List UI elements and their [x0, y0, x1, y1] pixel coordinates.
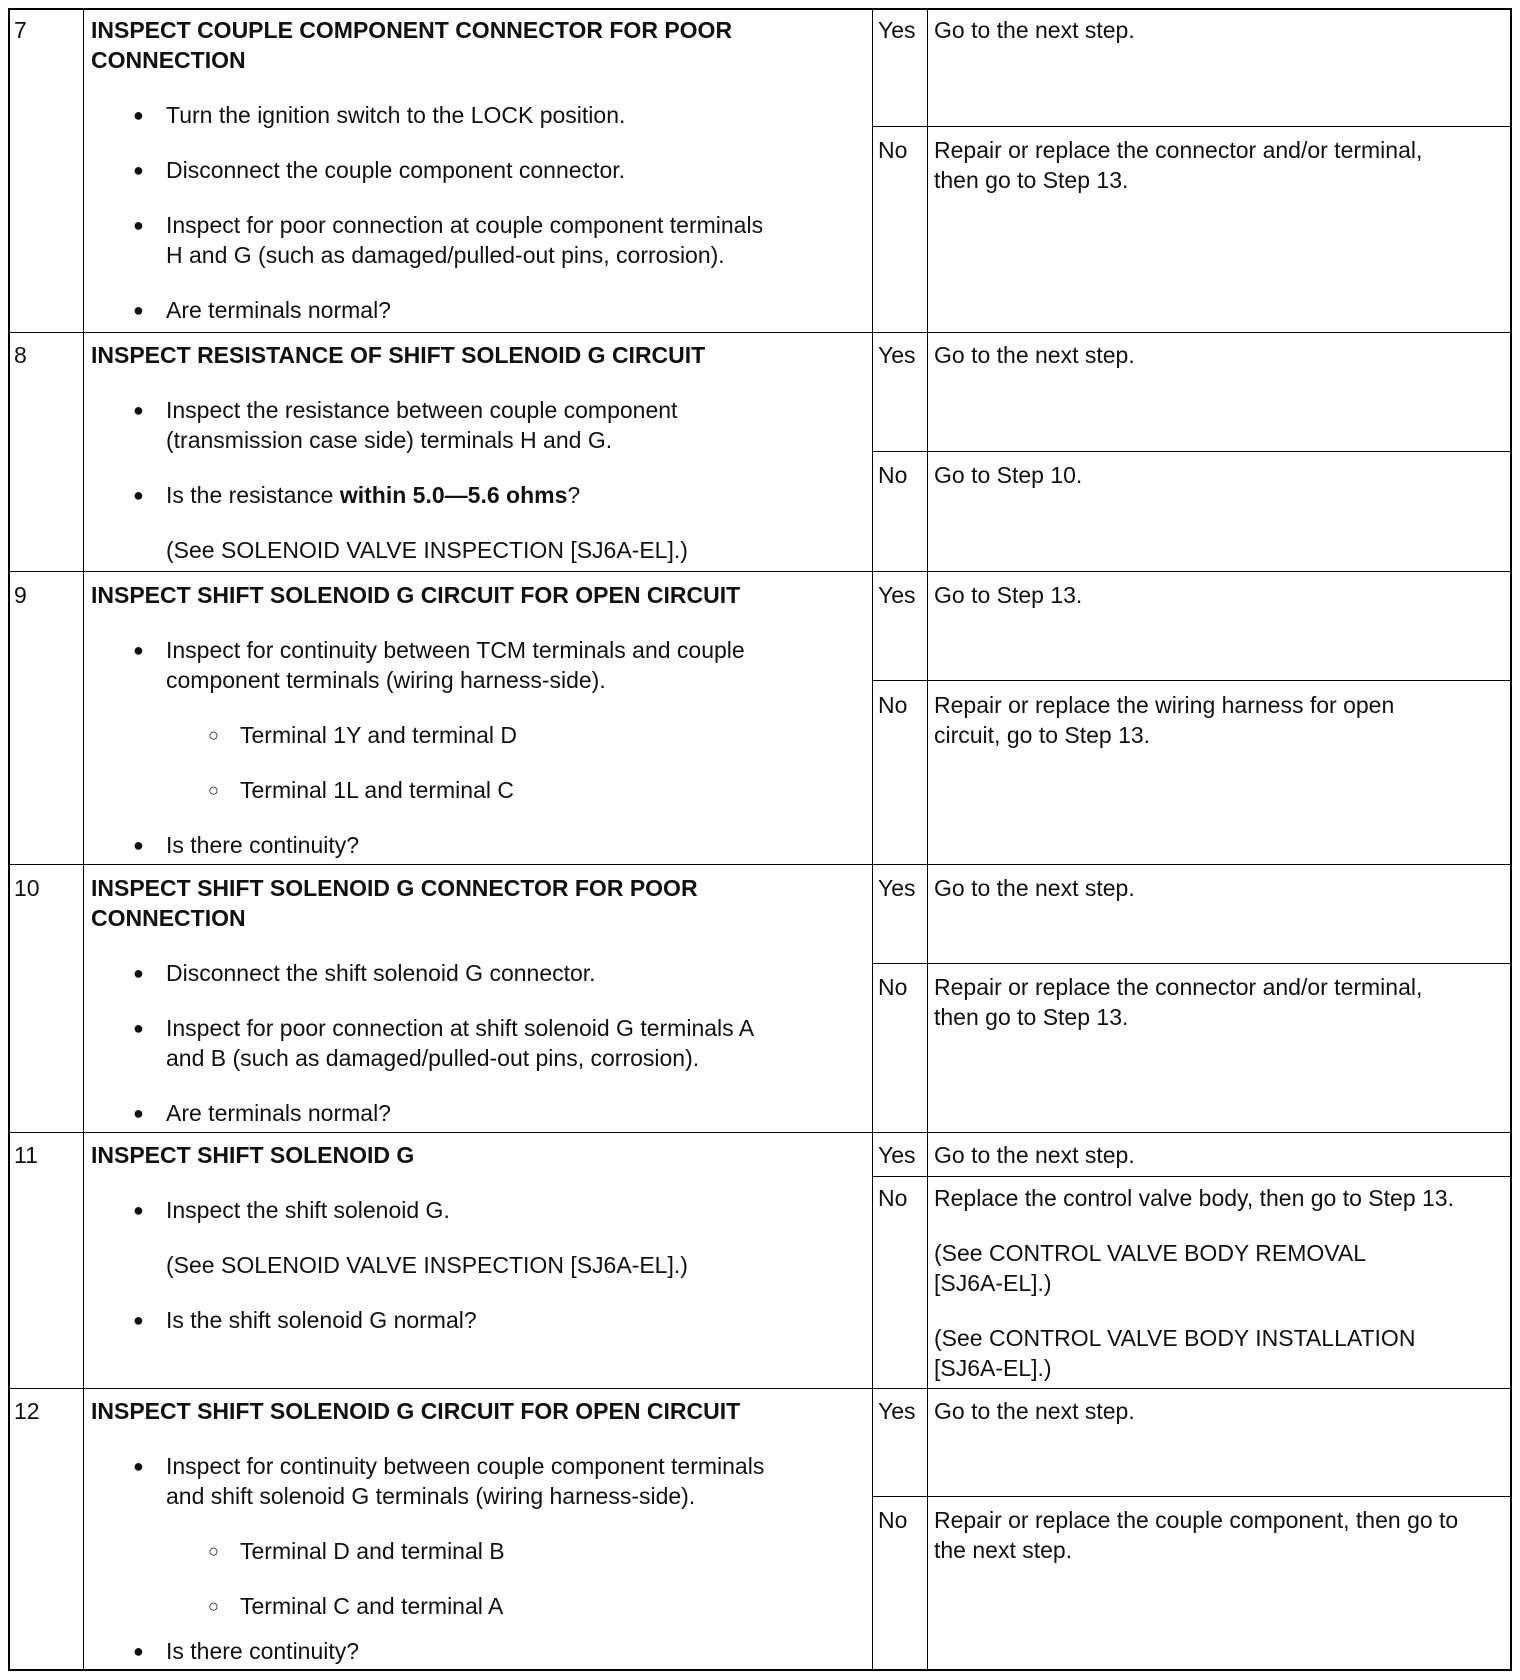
no-label: No [878, 137, 908, 163]
no-action: Replace the control valve body, then go to Step 13. [934, 1185, 1454, 1211]
row-divider [10, 332, 1510, 333]
step-title: INSPECT SHIFT SOLENOID G [91, 1142, 415, 1168]
question: Are terminals normal? [166, 297, 391, 323]
no-label: No [878, 1507, 908, 1533]
yes-action: Go to the next step. [934, 875, 1135, 901]
instruction: Inspect for poor connection at couple component terminals [166, 212, 764, 238]
reference: (See CONTROL VALVE BODY REMOVAL [934, 1240, 1367, 1266]
instruction: and shift solenoid G terminals (wiring harness-side). [166, 1483, 696, 1509]
sub-item: Terminal C and terminal A [240, 1593, 504, 1619]
no-label: No [878, 974, 908, 1000]
no-action: Repair or replace the wiring harness for open [934, 692, 1395, 718]
reference: [SJ6A-EL].) [934, 1355, 1052, 1381]
yes-no-divider [872, 451, 1510, 452]
sub-item: Terminal 1Y and terminal D [240, 722, 517, 748]
instruction: Disconnect the shift solenoid G connector. [166, 960, 596, 986]
row-divider [10, 571, 1510, 572]
column-divider [927, 10, 928, 1669]
question: Are terminals normal? [166, 1100, 391, 1126]
instruction: Disconnect the couple component connector. [166, 157, 626, 183]
instruction: Turn the ignition switch to the LOCK position. [166, 102, 626, 128]
yes-action: Go to the next step. [934, 342, 1135, 368]
no-label: No [878, 462, 908, 488]
instruction: and B (such as damaged/pulled-out pins, corrosion). [166, 1045, 700, 1071]
sub-bullet: ○ [208, 1541, 219, 1561]
reference: [SJ6A-EL].) [934, 1270, 1052, 1296]
instruction: Inspect the resistance between couple component [166, 397, 678, 423]
yes-label: Yes [878, 17, 916, 43]
sub-bullet: ○ [208, 725, 219, 745]
step-title: INSPECT SHIFT SOLENOID G CIRCUIT FOR OPEN CIRCUIT [91, 1398, 741, 1424]
step-title: INSPECT SHIFT SOLENOID G CIRCUIT FOR OPEN CIRCUIT [91, 582, 741, 608]
instruction: (transmission case side) terminals H and G. [166, 427, 613, 453]
question-text: ? [567, 482, 581, 508]
no-action: Repair or replace the connector and/or terminal, [934, 137, 1423, 163]
yes-action: Go to the next step. [934, 1398, 1135, 1424]
bullet: ● [133, 215, 144, 235]
bullet: ● [133, 1103, 144, 1123]
step-number: 10 [14, 875, 40, 901]
column-divider [83, 10, 84, 1669]
step-number: 11 [14, 1142, 38, 1168]
bullet: ● [133, 485, 144, 505]
instruction: Inspect for poor connection at shift solenoid G terminals A [166, 1015, 755, 1041]
no-action: the next step. [934, 1537, 1073, 1563]
step-title: CONNECTION [91, 47, 246, 73]
question-text: Is the resistance [166, 482, 340, 508]
bullet: ● [133, 300, 144, 320]
reference: (See CONTROL VALVE BODY INSTALLATION [934, 1325, 1416, 1351]
yes-label: Yes [878, 582, 916, 608]
yes-label: Yes [878, 875, 916, 901]
yes-label: Yes [878, 1398, 916, 1424]
yes-no-divider [872, 1176, 1510, 1177]
bullet: ● [133, 1018, 144, 1038]
row-divider [10, 864, 1510, 865]
step-title: CONNECTION [91, 905, 246, 931]
instruction: component terminals (wiring harness-side). [166, 667, 606, 693]
sub-item: Terminal D and terminal B [240, 1538, 505, 1564]
no-action: Repair or replace the connector and/or terminal, [934, 974, 1423, 1000]
question: Is there continuity? [166, 832, 360, 858]
question [166, 480, 580, 510]
step-title: INSPECT COUPLE COMPONENT CONNECTOR FOR POOR [91, 17, 733, 43]
yes-no-divider [872, 1496, 1510, 1497]
step-number: 12 [14, 1398, 40, 1424]
bullet: ● [133, 1456, 144, 1476]
instruction: Inspect the shift solenoid G. [166, 1197, 450, 1223]
sub-item: Terminal 1L and terminal C [240, 777, 514, 803]
bullet: ● [133, 1200, 144, 1220]
step-number: 9 [14, 582, 27, 608]
instruction: Inspect for continuity between couple component terminals [166, 1453, 765, 1479]
yes-no-divider [872, 963, 1510, 964]
bullet: ● [133, 1310, 144, 1330]
yes-action: Go to the next step. [934, 17, 1135, 43]
no-action: then go to Step 13. [934, 167, 1129, 193]
bullet: ● [133, 105, 144, 125]
no-action: Repair or replace the couple component, then go to [934, 1507, 1459, 1533]
bullet: ● [133, 160, 144, 180]
step-number: 8 [14, 342, 27, 368]
no-label: No [878, 692, 908, 718]
yes-label: Yes [878, 1142, 916, 1168]
no-action: circuit, go to Step 13. [934, 722, 1151, 748]
bullet: ● [133, 400, 144, 420]
yes-action: Go to Step 13. [934, 582, 1083, 608]
question: Is there continuity? [166, 1638, 360, 1664]
yes-no-divider [872, 126, 1510, 127]
spec-value: within 5.0—5.6 ohms [339, 482, 568, 508]
sub-bullet: ○ [208, 780, 219, 800]
row-divider [10, 1132, 1510, 1133]
no-action: then go to Step 13. [934, 1004, 1129, 1030]
bullet: ● [133, 835, 144, 855]
step-number: 7 [14, 17, 27, 43]
yes-label: Yes [878, 342, 916, 368]
question: Is the shift solenoid G normal? [166, 1307, 477, 1333]
reference: (See SOLENOID VALVE INSPECTION [SJ6A-EL].) [166, 537, 688, 563]
yes-no-divider [872, 680, 1510, 681]
bullet: ● [133, 1641, 144, 1661]
step-title: INSPECT RESISTANCE OF SHIFT SOLENOID G CIRCUIT [91, 342, 706, 368]
column-divider [872, 10, 873, 1669]
reference: (See SOLENOID VALVE INSPECTION [SJ6A-EL].) [166, 1252, 688, 1278]
no-label: No [878, 1185, 908, 1211]
diagnostic-procedure-table [8, 8, 1512, 1671]
bullet: ● [133, 640, 144, 660]
instruction: Inspect for continuity between TCM terminals and couple [166, 637, 745, 663]
step-title: INSPECT SHIFT SOLENOID G CONNECTOR FOR POOR [91, 875, 698, 901]
sub-bullet: ○ [208, 1596, 219, 1616]
row-divider [10, 1388, 1510, 1389]
bullet: ● [133, 963, 144, 983]
yes-action: Go to the next step. [934, 1142, 1135, 1168]
instruction: H and G (such as damaged/pulled-out pins, corrosion). [166, 242, 725, 268]
no-action: Go to Step 10. [934, 462, 1083, 488]
